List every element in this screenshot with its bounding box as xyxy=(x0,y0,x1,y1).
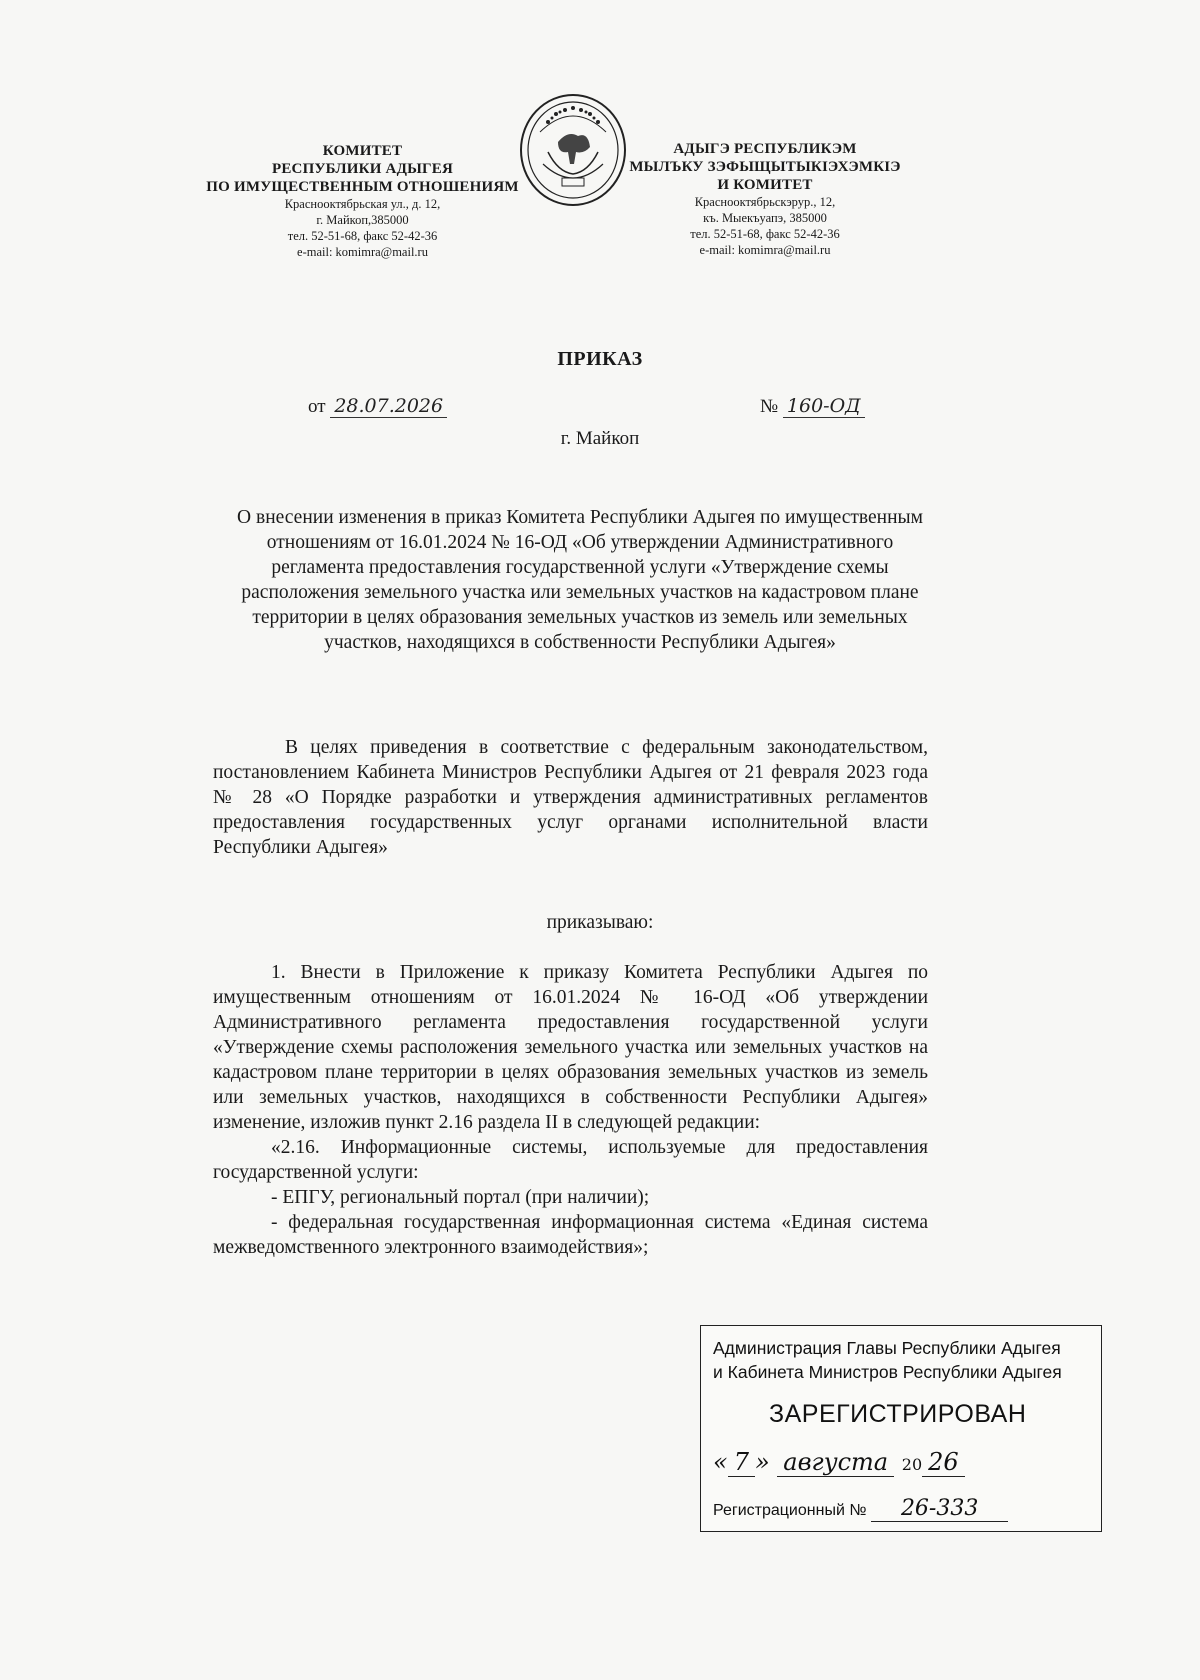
document-number xyxy=(760,395,865,418)
document-preamble: В целях приведения в соответствие с федеральным законодательством, постановлением Кабинета Министров Республики Адыгея от 21 февраля 2023 года № 28 «О Порядке разработки и утверждения административных регламентов предоставления государственных услуг органами исполнительной власти Республики Адыгея» xyxy=(213,737,928,858)
phone-line: тел. 52-51-68, факс 52-42-36 xyxy=(690,227,840,241)
stamp-registration xyxy=(713,1496,1008,1522)
stamp-year-prefix: 20 xyxy=(901,1455,923,1474)
stamp-status: ЗАРЕГИСТРИРОВАН xyxy=(769,1400,1027,1428)
number-prefix: № xyxy=(760,396,779,417)
date-prefix: от xyxy=(308,396,326,417)
document-subject: О внесении изменения в приказ Комитета Республики Адыгея по имущественным отношениям от 16.01.2024 № 16-ОД «Об утверждении Административного регламента предоставления государственной услуги «Утверждение схемы расположения земельного участка или земельных участков на кадастровом плане территории в целях образования земельных участков из земель или земельных участков, находящихся в собственности Республики Адыгея» xyxy=(237,507,923,653)
org-name-line: МЫЛЪКУ ЗЭФЫЩЫТЫКІЭХЭМКІЭ xyxy=(629,159,901,175)
body-paragraph: 1. Внести в Приложение к приказу Комитета Республики Адыгея по имущественным отношениям от 16.01.2024 № 16-ОД «Об утверждении Административного регламента предоставления государственной услуги «Утверждение схемы расположения земельного участка или земельных участков на кадастровом плане территории в целях образования земельных участков из земель или земельных участков, находящихся в собственности Республики Адыгея» изменение, изложив пункт 2.16 раздела II в следующей редакции: xyxy=(213,962,928,1133)
date-value: 28.07.2026 xyxy=(330,395,447,418)
stamp-day: 7 xyxy=(728,1448,755,1477)
header-left xyxy=(205,142,520,260)
address-line: Краснооктябрьская ул., д. 12, xyxy=(284,197,441,211)
stamp-year-suffix: 26 xyxy=(922,1448,965,1477)
stamp-reg-label: Регистрационный № xyxy=(713,1502,867,1519)
document-date xyxy=(308,395,447,418)
number-value: 160-ОД xyxy=(783,395,865,418)
document-body xyxy=(213,960,928,1260)
stamp-org-line: и Кабинета Министров Республики Адыгея xyxy=(713,1362,1062,1382)
body-paragraph: - федеральная государственная информационная система «Единая система межведомственного электронного взаимодействия»; xyxy=(213,1212,928,1258)
address-line: Краснооктябрьскэрур., 12, xyxy=(694,195,836,209)
org-name-line: И КОМИТЕТ xyxy=(717,177,813,193)
org-name-line: АДЫГЭ РЕСПУБЛИКЭМ xyxy=(673,141,857,157)
org-name-line: ПО ИМУЩЕСТВЕННЫМ ОТНОШЕНИЯМ xyxy=(206,179,519,195)
email-line: e-mail: komimra@mail.ru xyxy=(699,243,831,257)
org-name-line: РЕСПУБЛИКИ АДЫГЕЯ xyxy=(271,161,454,177)
address-line: къ. Мыекъуапэ, 385000 xyxy=(703,211,827,225)
document-city: г. Майкоп xyxy=(560,428,640,449)
registration-stamp xyxy=(700,1325,1102,1532)
stamp-month: августа xyxy=(777,1448,894,1477)
document-title: ПРИКАЗ xyxy=(557,348,643,370)
header-right xyxy=(625,140,905,258)
phone-line: тел. 52-51-68, факс 52-42-36 xyxy=(287,229,438,243)
stamp-reg-number: 26-333 xyxy=(871,1496,1008,1522)
body-paragraph: «2.16. Информационные системы, используемые для предоставления государственной услуги: xyxy=(213,1137,928,1183)
order-word: приказываю: xyxy=(546,912,654,933)
org-name-line: КОМИТЕТ xyxy=(322,143,403,159)
stamp-org-line: Администрация Главы Республики Адыгея xyxy=(713,1338,1061,1358)
adygea-coat-of-arms-icon xyxy=(518,92,628,208)
body-paragraph: - ЕПГУ, региональный портал (при наличии); xyxy=(271,1187,650,1208)
email-line: e-mail: komimra@mail.ru xyxy=(297,245,428,259)
address-line: г. Майкоп,385000 xyxy=(316,213,409,227)
stamp-date: « 7 » августа 20 26 xyxy=(713,1448,965,1477)
